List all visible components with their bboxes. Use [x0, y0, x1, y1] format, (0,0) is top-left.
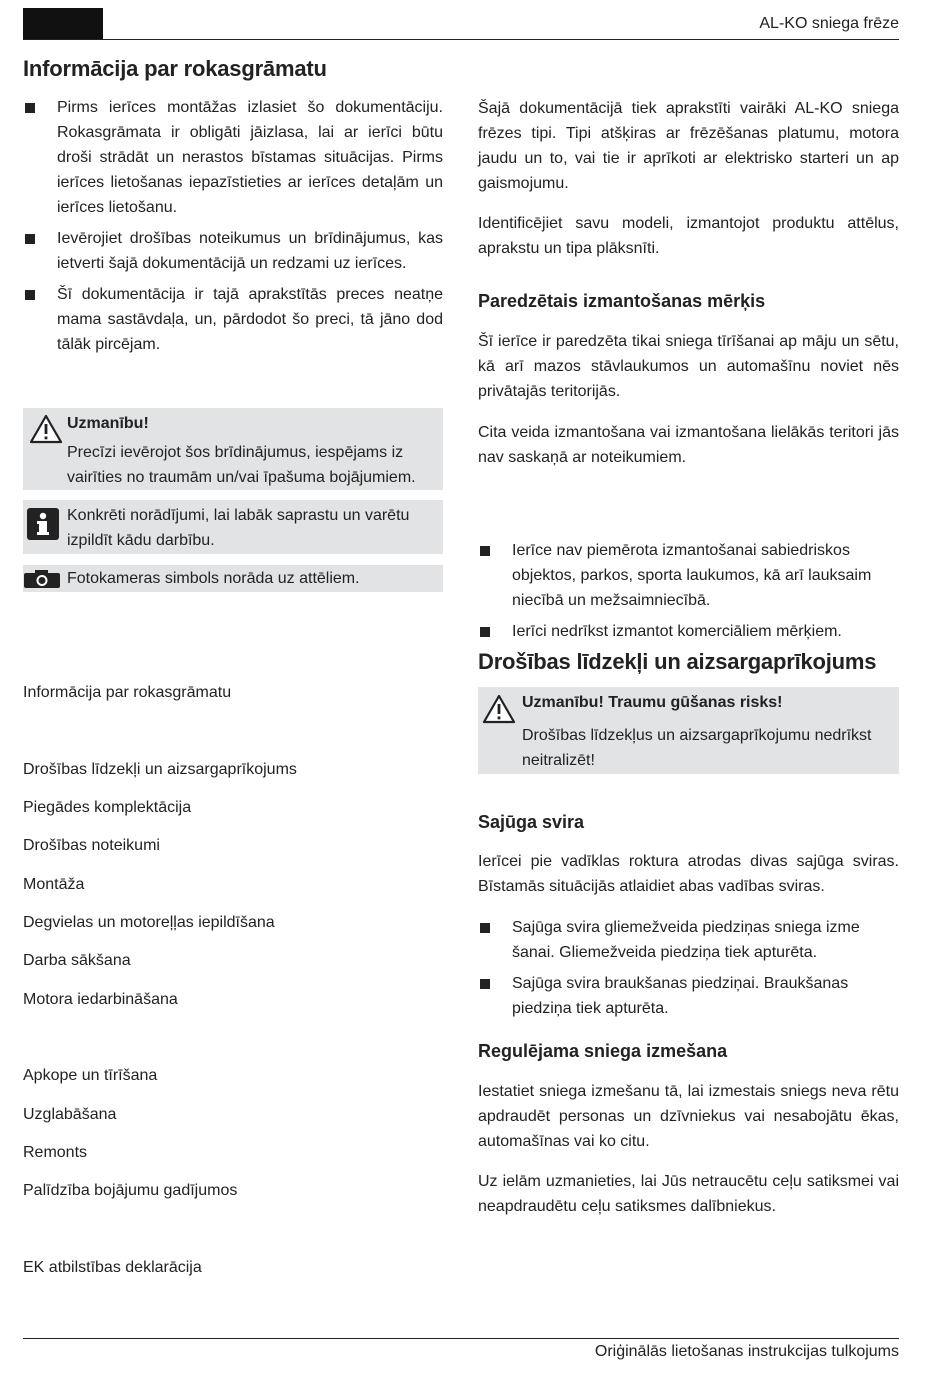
toc-item: Remonts [23, 1144, 88, 1161]
warning-triangle-icon [29, 414, 63, 449]
warning-triangle-icon [482, 694, 516, 729]
list-item: Sajūga svira braukšanas piedziņai. Braukšanas piedziņa tiek apturēta. [478, 971, 899, 1021]
footer-rule [23, 1338, 899, 1339]
info-icon [27, 508, 59, 545]
subheading-intended-use: Paredzētais izmantošanas mērķis [478, 291, 766, 311]
header-rule [23, 39, 899, 40]
toc-item: Darba sākšana [23, 952, 131, 969]
intended-use-paragraph: Cita veida izmantošana vai izmantošana lielākās teritori jās nav saskaņā ar noteikumiem. [478, 424, 899, 466]
list-item: Pirms ierīces montāžas izlasiet šo dokumentāciju. Rokasgrāmata ir obligāti jāizlasa, lai ar ierīci būtu droši strādāt un nerastos bīstamas situācijas. Pirms ierīces lietošanas iepazīstieties ar ierīces detaļām un ierīces lietošanu. [23, 95, 443, 220]
toc-item: Palīdzība bojājumu gadījumos [23, 1182, 238, 1199]
toc-item: Drošības noteikumi [23, 837, 160, 854]
intro-paragraph: Šajā dokumentācijā tiek aprakstīti vairāki AL-KO sniega frēzes tipi. Tipi atšķiras ar frēzēšanas platumu, motora jaudu un to, vai tie ir aprīkoti ar elektrisko starteri un ap gaismojumu. [478, 100, 899, 192]
section-heading-manual-info: Informācija par rokasgrāmatu [23, 56, 327, 81]
camera-notice [23, 565, 443, 592]
info-notice [23, 500, 443, 554]
subheading-clutch-lever: Sajūga svira [478, 812, 585, 832]
warning-text: Precīzi ievērojot šos brīdinājumus, iespējams iz vairīties no traumām un/vai īpašuma bojājumiem. [67, 444, 416, 486]
toc-item: Degvielas un motoreļļas iepildīšana [23, 914, 275, 931]
toc-item: Apkope un tīrīšana [23, 1067, 158, 1084]
discharge-paragraph: Uz ielām uzmanieties, lai Jūs netraucētu ceļu satiksmei vai neapdraudētu ceļu satiksmes dalībniekus. [478, 1173, 899, 1215]
section-heading-safety: Drošības līdzekļi un aizsargaprīkojums [478, 649, 877, 674]
header-black-block [23, 8, 103, 40]
list-item: Ierīci nedrīkst izmantot komerciāliem mērķiem. [478, 619, 899, 644]
camera-icon [24, 570, 60, 593]
camera-text: Fotokameras simbols norāda uz attēliem. [67, 570, 360, 587]
toc-item: EK atbilstības deklarācija [23, 1259, 202, 1276]
subheading-snow-discharge: Regulējama sniega izmešana [478, 1041, 728, 1061]
discharge-paragraph: Iestatiet sniega izmešanu tā, lai izmestais sniegs neva rētu apdraudēt personas un dzīvniekus vai nesabojātu ēkas, automašīnas vai ko citu. [478, 1083, 899, 1150]
toc-item: Uzglabāšana [23, 1106, 117, 1123]
toc-item: Motora iedarbināšana [23, 991, 178, 1008]
manual-info-bullets [23, 95, 443, 363]
info-text: Konkrēti norādījumi, lai labāk saprastu un varētu izpildīt kādu darbību. [67, 507, 410, 549]
intended-use-bullets [478, 538, 899, 650]
clutch-bullets [478, 915, 899, 1027]
warning-title: Uzmanību! [67, 415, 149, 432]
toc-item: Informācija par rokasgrāmatu [23, 684, 232, 701]
clutch-paragraph: Ierīcei pie vadīklas roktura atrodas divas sajūga sviras. Bīstamās situācijās atlaidiet abas vadības sviras. [478, 853, 899, 895]
intro-paragraph: Identificējiet savu modeli, izmantojot produktu attēlus, aprakstu un tipa plāksnīti. [478, 215, 899, 257]
list-item: Šī dokumentācija ir tajā aprakstītās preces neatņe mama sastāvdaļa, un, pārdodot šo preci, tā jāno dod tālāk pircējam. [23, 282, 443, 357]
safety-warning-notice [478, 687, 899, 774]
footer-text: Oriģinālās lietošanas instrukcijas tulkojums [594, 1343, 899, 1360]
toc-item: Drošības līdzekļi un aizsargaprīkojums [23, 761, 297, 778]
safety-warning-text: Drošības līdzekļus un aizsargaprīkojumu nedrīkst neitralizēt! [522, 727, 872, 769]
list-item: Sajūga svira gliemežveida piedziņas sniega izme šanai. Gliemežveida piedziņa tiek apturēta. [478, 915, 899, 965]
intended-use-paragraph: Šī ierīce ir paredzēta tikai sniega tīrīšanai ap māju un sētu, kā arī mazos stāvlaukumos un automašīnu noviet nēs privātajās teritorijās. [478, 333, 899, 400]
safety-warning-title: Uzmanību! Traumu gūšanas risks! [522, 694, 783, 711]
list-item: Ievērojiet drošības noteikumus un brīdinājumus, kas ietverti šajā dokumentācijā un redzami uz ierīces. [23, 226, 443, 276]
list-item: Ierīce nav piemērota izmantošanai sabiedriskos objektos, parkos, sporta laukumos, kā arī lauksaim niecībā un mežsaimniecībā. [478, 538, 899, 613]
toc-item: Piegādes komplektācija [23, 799, 192, 816]
header-title: AL-KO sniega frēze [759, 15, 899, 32]
toc-item: Montāža [23, 876, 85, 893]
warning-notice [23, 408, 443, 490]
